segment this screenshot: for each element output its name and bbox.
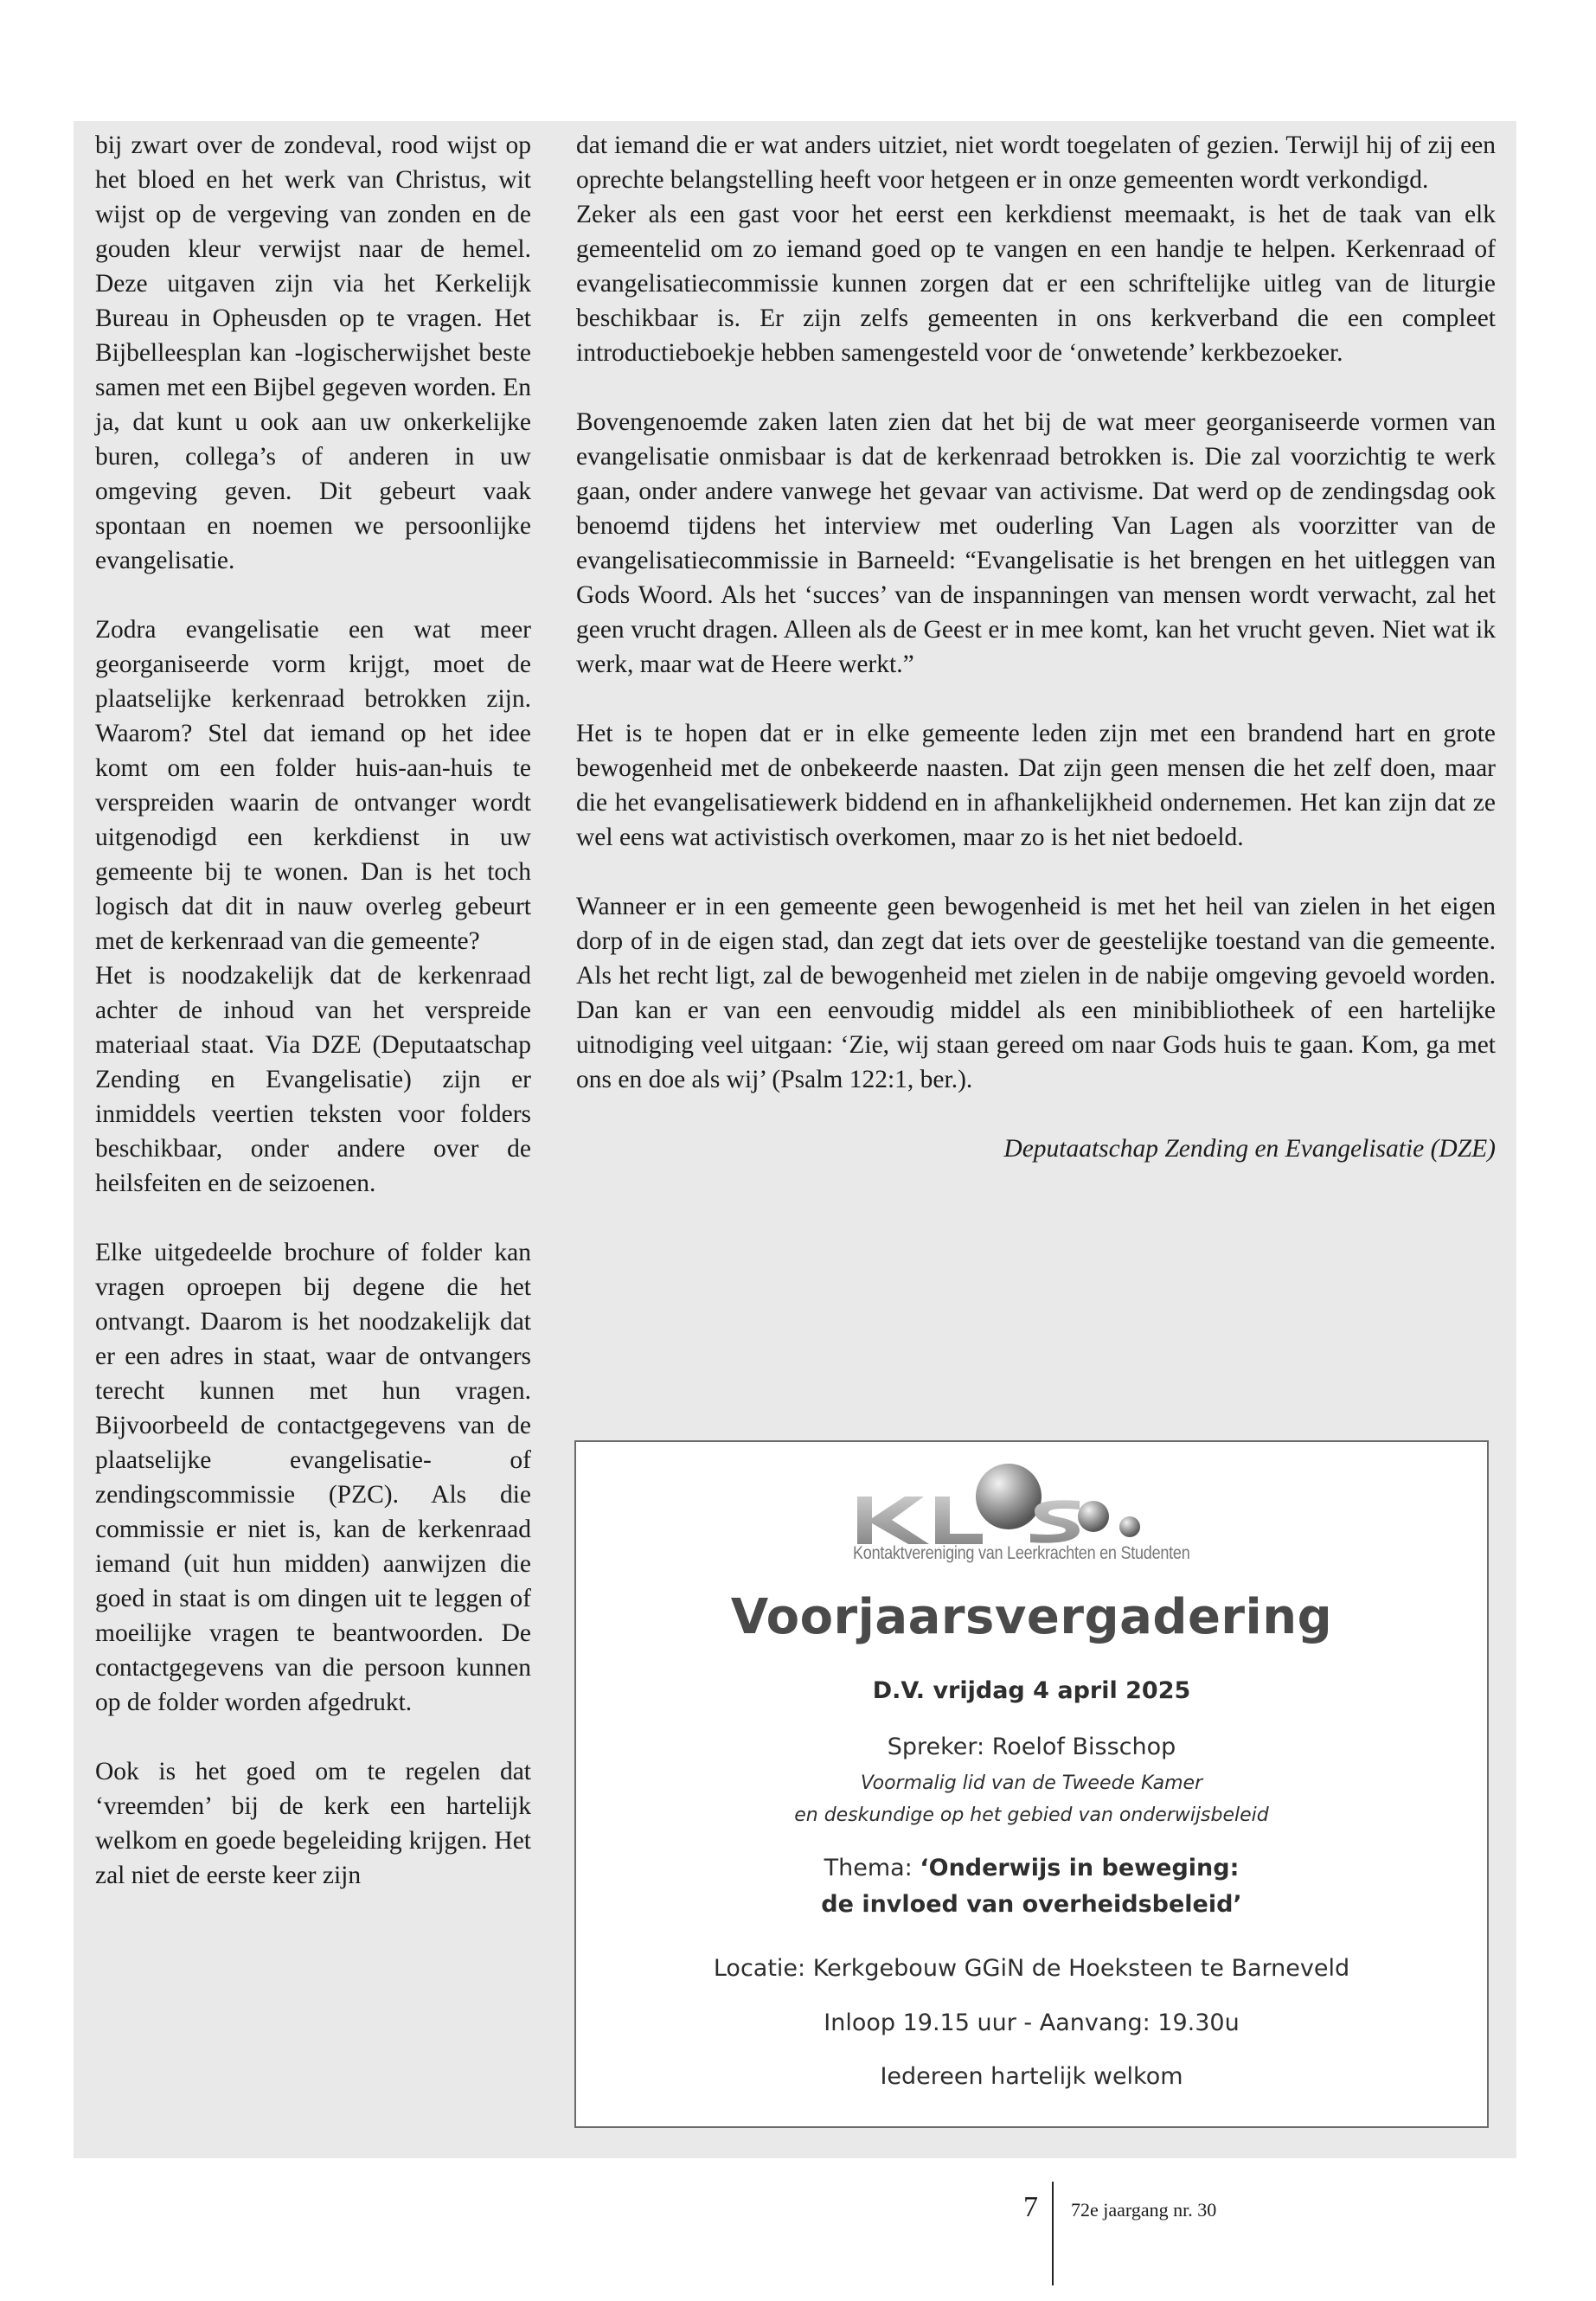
right-paragraph-2: Zeker als een gast voor het eerst een kerkdienst meemaakt, is het de taak van elk gemeentelid om zo iemand goed op te vangen en een handje te helpen. Kerkenraad of evangelisatiecommissie kunnen zorgen dat er een schriftelijke uitleg van de liturgie beschikbaar is. Er zijn zelfs gemeenten in ons kerkverband die een compleet introductieboekje hebben samengesteld voor de ‘onwetende’ kerkbezoeker. (576, 201, 1496, 367)
right-column (576, 128, 1496, 1166)
right-paragraph-3: Bovengenoemde zaken laten zien dat het bij de wat meer georganiseerde vormen van evangelisatie onmisbaar is dat de kerkenraad betrokken is. Die zal voorzichtig te werk gaan, onder andere vanwege het gevaar van activisme. Dat werd op de zendingsdag ook benoemd tijdens het interview met ouderling Van Lagen als voorzitter van de evangelisatiecommissie in Barneeld: “Evangelisatie is het brengen en het uitleggen van Gods Woord. Als het ‘succes’ van de inspanningen van mensen wordt verwacht, zal het geen vrucht dragen. Alleen als de Geest er in mee komt, kan het vrucht geven. Niet wat ik werk, maar wat de Heere werkt.” (576, 408, 1496, 678)
advert-times: Inloop 19.15 uur - Aanvang: 19.30u (824, 2009, 1240, 2036)
advert-speaker-role-1: Voormalig lid van de Tweede Kamer (860, 1772, 1203, 1794)
advert-theme-line-2: de invloed van overheidsbeleid’ (821, 1891, 1242, 1918)
left-paragraph-4: Elke uitgedeelde brochure of folder kan vragen oproepen bij degene die het ontvangt. Daarom is het noodzakelijk dat er een adres in staat, waar de ontvangers terecht kunnen met hun vragen. Bijvoorbeeld de contactgegevens van de plaatselijke evangelisatie- of zendingscommissie (PZC). Als die commissie er niet is, kan de kerkenraad iemand (uit hun midden) aanwijzen die goed in staat is om dingen uit te leggen of moeilijke vragen te beantwoorden. De contactgegevens van die persoon kunnen op de folder worden afgedrukt. (95, 1239, 531, 1716)
left-paragraph-3: Het is noodzakelijk dat de kerkenraad achter de inhoud van het verspreide materiaal staat. Via DZE (Deputaatschap Zending en Evangelisatie) zijn er inmiddels veertien teksten voor folders beschikbaar, onder andere over de heilsfeiten en de seizoenen. (95, 962, 531, 1197)
advert-speaker-role-2: en deskundige op het gebied van onderwijsbeleid (794, 1804, 1269, 1826)
advert-welcome: Iedereen hartelijk welkom (880, 2063, 1183, 2090)
left-column (95, 128, 531, 1893)
footer-divider (1052, 2182, 1054, 2285)
left-paragraph-2: Zodra evangelisatie een wat meer georganiseerde vorm krijgt, moet de plaatselijke kerkenraad betrokken zijn. Waarom? Stel dat iemand op het idee komt om een folder huis-aan-huis te verspreiden waarin de ontvanger wordt uitgenodigd een kerkdienst in uw gemeente bij te wonen. Dan is het toch logisch dat dit in nauw overleg gebeurt met de kerkenraad van die gemeente? (95, 616, 531, 955)
right-paragraph-1: dat iemand die er wat anders uitziet, niet wordt toegelaten of gezien. Terwijl hij of zij een oprechte belangstelling heeft voor hetgeen er in onze gemeenten wordt verkondigd. (576, 131, 1496, 194)
advert-location: Locatie: Kerkgebouw GGiN de Hoeksteen te Barneveld (713, 1955, 1350, 1982)
right-paragraph-4: Het is te hopen dat er in elke gemeente leden zijn met een brandend hart en grote bewogenheid met de onbekeerde naasten. Dat zijn geen mensen die het zelf doen, maar die het evangelisatiewerk biddend en in afhankelijkheid ondernemen. Het kan zijn dat ze wel eens wat activistisch overkomen, maar zo is het niet bedoeld. (576, 720, 1496, 851)
page-number: 7 (1023, 2191, 1038, 2223)
advert-theme-label: Thema: (824, 1855, 920, 1881)
right-paragraph-5: Wanneer er in een gemeente geen bewogenheid is met het heil van zielen in het eigen dorp of in de eigen stad, dan zegt dat iets over de geestelijke toestand van die gemeente. Als het recht ligt, zal de bewogenheid met zielen in de nabije omgeving gevoeld worden. Dan kan er van een eenvoudig middel als een minibibliotheek of een hartelijke uitnodiging veel uitgaan: ‘Zie, wij staan gereed om naar Gods huis te gaan. Kom, ga met ons en doe als wij’ (Psalm 122:1, ber.). (576, 893, 1496, 1093)
advert-title: Voorjaarsvergadering (730, 1589, 1333, 1645)
kls-logo-subtitle: Kontaktvereniging van Leerkrachten en Studenten (853, 1543, 1190, 1563)
left-paragraph-5: Ook is het goed om te regelen dat ‘vreemden’ bij de kerk een hartelijk welkom en goede begeleiding krijgen. Het zal niet de eerste keer zijn (95, 1758, 531, 1889)
advert-speaker: Spreker: Roelof Bisschop (887, 1734, 1176, 1760)
issue-label: 72e jaargang nr. 30 (1071, 2199, 1217, 2221)
advert-theme-line-1 (576, 1855, 1487, 1881)
left-paragraph-1: bij zwart over de zondeval, rood wijst op het bloed en het werk van Christus, wit wijst op de vergeving van zonden en de gouden kleur verwijst naar de hemel. Deze uitgaven zijn via het Kerkelijk Bureau in Opheusden op te vragen. Het Bijbelleesplan kan -logischerwijshet beste samen met een Bijbel gegeven worden. En ja, dat kunt u ook aan uw onkerkelijke buren, collega’s of anderen in uw omgeving geven. Dit gebeurt vaak spontaan en noemen we persoonlijke evangelisatie. (95, 131, 531, 574)
kls-advert (574, 1440, 1489, 2128)
article-signature: Deputaatschap Zending en Evangelisatie (DZE) (1003, 1135, 1496, 1163)
advert-date: D.V. vrijdag 4 april 2025 (872, 1677, 1191, 1704)
advert-theme-title: ‘Onderwijs in beweging: (920, 1855, 1240, 1881)
